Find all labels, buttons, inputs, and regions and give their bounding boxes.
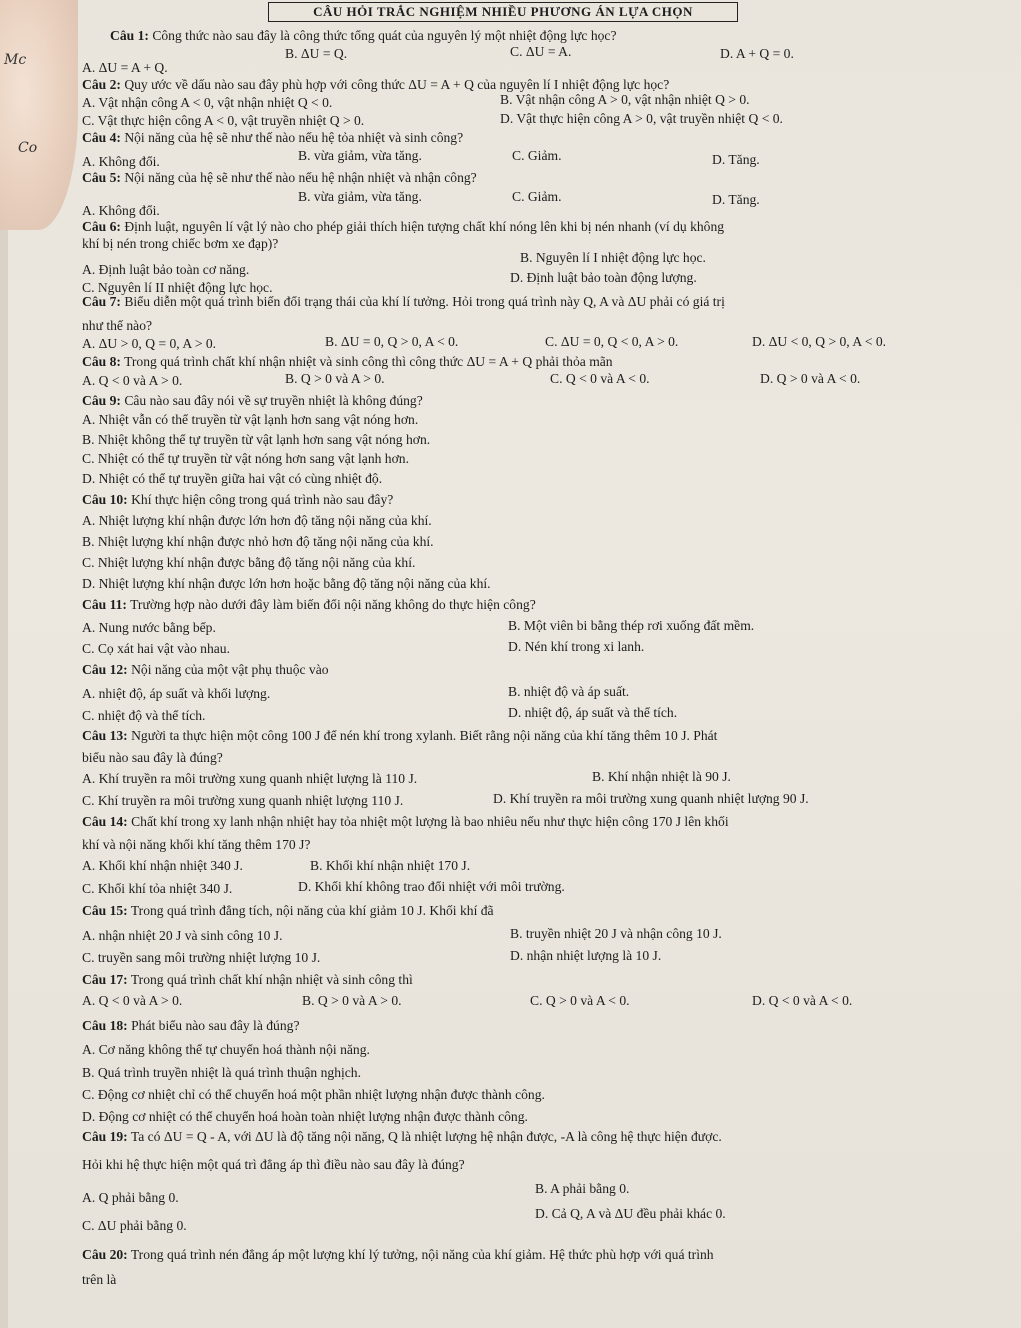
- option-c[interactable]: C. Vật thực hiện công A < 0, vật truyền nhiệt Q > 0.: [82, 113, 365, 128]
- question-11: Câu 11: Trường hợp nào dưới đây làm biến đổi nội năng không do thực hiện công?: [82, 597, 536, 612]
- question-10: Câu 10: Khí thực hiện công trong quá trình nào sau đây?: [82, 492, 394, 507]
- option-a[interactable]: A. Vật nhận công A < 0, vật nhận nhiệt Q < 0.: [82, 95, 333, 110]
- option-b[interactable]: B. Nhiệt lượng khí nhận được nhỏ hơn độ tăng nội năng của khí.: [82, 534, 434, 549]
- option-d[interactable]: D. Định luật bảo toàn động lượng.: [510, 270, 697, 285]
- option-a[interactable]: A. nhận nhiệt 20 J và sinh công 10 J.: [82, 928, 283, 943]
- option-d[interactable]: D. Khí truyền ra môi trường xung quanh nhiệt lượng 90 J.: [493, 791, 809, 806]
- option-a[interactable]: A. Không đổi.: [82, 154, 160, 169]
- option-d[interactable]: D. Nén khí trong xi lanh.: [508, 639, 645, 654]
- option-a[interactable]: A. ΔU = A + Q.: [82, 60, 168, 75]
- margin-note: Mc: [4, 52, 27, 68]
- question-5: Câu 5: Nội năng của hệ sẽ như thế nào nếu hệ nhận nhiệt và nhận công?: [82, 170, 477, 185]
- question-19: Câu 19: Ta có ΔU = Q - A, với ΔU là độ tăng nội năng, Q là nhiệt lượng hệ nhận được, -A là công hệ thực hiện được.: [82, 1129, 722, 1144]
- option-d[interactable]: D. A + Q = 0.: [720, 46, 794, 61]
- option-a[interactable]: A. Q < 0 và A > 0.: [82, 373, 183, 388]
- question-8: Câu 8: Trong quá trình chất khí nhận nhiệt và sinh công thì công thức ΔU = A + Q phải thỏa mãn: [82, 354, 613, 369]
- option-b[interactable]: B. Vật nhận công A > 0, vật nhận nhiệt Q > 0.: [500, 92, 750, 107]
- option-c[interactable]: C. Khối khí tỏa nhiệt 340 J.: [82, 881, 233, 896]
- option-d[interactable]: D. Cả Q, A và ΔU đều phải khác 0.: [535, 1206, 726, 1221]
- option-b[interactable]: B. ΔU = Q.: [285, 46, 348, 61]
- question-13: Câu 13: Người ta thực hiện một công 100 J để nén khí trong xylanh. Biết rằng nội năng của khí tăng thêm 10 J. Phát: [82, 728, 718, 743]
- option-c[interactable]: C. nhiệt độ và thể tích.: [82, 708, 206, 723]
- question-7: Câu 7: Biểu diễn một quá trình biến đổi trạng thái của khí lí tưởng. Hỏi trong quá trình này Q, A và ΔU phải có giá trị: [82, 294, 725, 309]
- worksheet-header: CÂU HỎI TRẮC NGHIỆM NHIỀU PHƯƠNG ÁN LỰA CHỌN: [268, 2, 738, 22]
- option-b[interactable]: B. vừa giảm, vừa tăng.: [298, 189, 422, 204]
- option-a[interactable]: A. ΔU > 0, Q = 0, A > 0.: [82, 336, 217, 351]
- option-d[interactable]: D. Vật thực hiện công A > 0, vật truyền nhiệt Q < 0.: [500, 111, 783, 126]
- option-d[interactable]: D. nhận nhiệt lượng là 10 J.: [510, 948, 662, 963]
- option-c[interactable]: C. Q < 0 và A < 0.: [550, 371, 650, 386]
- option-a[interactable]: A. Q < 0 và A > 0.: [82, 993, 183, 1008]
- option-c[interactable]: C. Giảm.: [512, 148, 562, 163]
- option-a[interactable]: A. Không đổi.: [82, 203, 160, 218]
- option-c[interactable]: C. ΔU = 0, Q < 0, A > 0.: [545, 334, 679, 349]
- option-b[interactable]: B. Q > 0 và A > 0.: [285, 371, 385, 386]
- option-b[interactable]: B. Nguyên lí I nhiệt động lực học.: [520, 250, 706, 265]
- question-19-cont: Hỏi khi hệ thực hiện một quá trì đẳng áp thì điều nào sau đây là đúng?: [82, 1157, 465, 1172]
- question-7-cont: như thế nào?: [82, 318, 153, 333]
- option-c[interactable]: C. truyền sang môi trường nhiệt lượng 10 J.: [82, 950, 321, 965]
- option-a[interactable]: A. Khối khí nhận nhiệt 340 J.: [82, 858, 243, 873]
- option-b[interactable]: B. ΔU = 0, Q > 0, A < 0.: [325, 334, 459, 349]
- option-b[interactable]: B. truyền nhiệt 20 J và nhận công 10 J.: [510, 926, 722, 941]
- question-17: Câu 17: Trong quá trình chất khí nhận nhiệt và sinh công thì: [82, 972, 413, 987]
- margin-note: Co: [18, 140, 38, 156]
- option-d[interactable]: D. Tăng.: [712, 152, 760, 167]
- option-c[interactable]: C. Nguyên lí II nhiệt động lực học.: [82, 280, 273, 295]
- question-14-cont: khí và nội năng khối khí tăng thêm 170 J?: [82, 837, 311, 852]
- question-13-cont: biểu nào sau đây là đúng?: [82, 750, 223, 765]
- option-a[interactable]: A. Cơ năng không thể tự chuyển hoá thành nội năng.: [82, 1042, 370, 1057]
- option-a[interactable]: A. Nhiệt lượng khí nhận được lớn hơn độ tăng nội năng của khí.: [82, 513, 432, 528]
- question-20-cont: trên là: [82, 1272, 117, 1287]
- option-b[interactable]: B. vừa giảm, vừa tăng.: [298, 148, 422, 163]
- option-b[interactable]: B. A phải bằng 0.: [535, 1181, 630, 1196]
- option-b[interactable]: B. Nhiệt không thể tự truyền từ vật lạnh hơn sang vật nóng hơn.: [82, 432, 431, 447]
- option-c[interactable]: C. ΔU phải bằng 0.: [82, 1218, 187, 1233]
- option-b[interactable]: B. Khí nhận nhiệt là 90 J.: [592, 769, 731, 784]
- option-d[interactable]: D. Động cơ nhiệt có thể chuyển hoá hoàn toàn nhiệt lượng nhận được thành công.: [82, 1109, 528, 1124]
- option-d[interactable]: D. Q < 0 và A < 0.: [752, 993, 853, 1008]
- option-d[interactable]: D. Tăng.: [712, 192, 760, 207]
- option-b[interactable]: B. Khối khí nhận nhiệt 170 J.: [310, 858, 471, 873]
- question-14: Câu 14: Chất khí trong xy lanh nhận nhiệt hay tỏa nhiệt một lượng là bao nhiêu nếu như thực hiện công 170 J lên khối: [82, 814, 729, 829]
- question-6: Câu 6: Định luật, nguyên lí vật lý nào cho phép giải thích hiện tượng chất khí nóng lên khi bị nén nhanh (ví dụ không: [82, 219, 725, 234]
- question-6-cont: khí bị nén trong chiếc bơm xe đạp)?: [82, 236, 279, 251]
- question-4: Câu 4: Nội năng của hệ sẽ như thế nào nếu hệ tỏa nhiệt và sinh công?: [82, 130, 464, 145]
- question-20: Câu 20: Trong quá trình nén đẳng áp một lượng khí lý tưởng, nội năng của khí giảm. Hệ thức phù hợp với quá trình: [82, 1247, 714, 1262]
- option-d[interactable]: D. Q > 0 và A < 0.: [760, 371, 861, 386]
- option-d[interactable]: D. Nhiệt lượng khí nhận được lớn hơn hoặc bằng độ tăng nội năng của khí.: [82, 576, 491, 591]
- option-b[interactable]: B. Quá trình truyền nhiệt là quá trình thuận nghịch.: [82, 1065, 361, 1080]
- option-d[interactable]: D. ΔU < 0, Q > 0, A < 0.: [752, 334, 887, 349]
- option-a[interactable]: A. Q phải bằng 0.: [82, 1190, 179, 1205]
- option-b[interactable]: B. Một viên bi bằng thép rơi xuống đất mềm.: [508, 618, 755, 633]
- option-a[interactable]: A. Định luật bảo toàn cơ năng.: [82, 262, 250, 277]
- question-9: Câu 9: Câu nào sau đây nói về sự truyền nhiệt là không đúng?: [82, 393, 423, 408]
- option-c[interactable]: C. ΔU = A.: [510, 44, 572, 59]
- option-b[interactable]: B. Q > 0 và A > 0.: [302, 993, 402, 1008]
- option-c[interactable]: C. Q > 0 và A < 0.: [530, 993, 630, 1008]
- option-c[interactable]: C. Khí truyền ra môi trường xung quanh nhiệt lượng 110 J.: [82, 793, 404, 808]
- option-d[interactable]: D. nhiệt độ, áp suất và thể tích.: [508, 705, 678, 720]
- option-a[interactable]: A. nhiệt độ, áp suất và khối lượng.: [82, 686, 271, 701]
- option-a[interactable]: A. Nung nước bằng bếp.: [82, 620, 216, 635]
- option-a[interactable]: A. Nhiệt vẫn có thể truyền từ vật lạnh hơn sang vật nóng hơn.: [82, 412, 419, 427]
- option-c[interactable]: C. Giảm.: [512, 189, 562, 204]
- option-d[interactable]: D. Nhiệt có thể tự truyền giữa hai vật có cùng nhiệt độ.: [82, 471, 383, 486]
- question-1: Câu 1: Công thức nào sau đây là công thức tổng quát của nguyên lý một nhiệt động lực học?: [110, 28, 617, 43]
- question-15: Câu 15: Trong quá trình đẳng tích, nội năng của khí giảm 10 J. Khối khí đã: [82, 903, 494, 918]
- question-12: Câu 12: Nội năng của một vật phụ thuộc vào: [82, 662, 329, 677]
- option-d[interactable]: D. Khối khí không trao đổi nhiệt với môi trường.: [298, 879, 565, 894]
- option-c[interactable]: C. Động cơ nhiệt chỉ có thể chuyển hoá một phần nhiệt lượng nhận được thành công.: [82, 1087, 545, 1102]
- question-18: Câu 18: Phát biểu nào sau đây là đúng?: [82, 1018, 300, 1033]
- option-c[interactable]: C. Cọ xát hai vật vào nhau.: [82, 641, 230, 656]
- option-c[interactable]: C. Nhiệt có thể tự truyền từ vật nóng hơn sang vật lạnh hơn.: [82, 451, 409, 466]
- question-2: Câu 2: Quy ước về dấu nào sau đây phù hợp với công thức ΔU = A + Q của nguyên lí I nhiệt động lực học?: [82, 77, 670, 92]
- option-a[interactable]: A. Khí truyền ra môi trường xung quanh nhiệt lượng là 110 J.: [82, 771, 418, 786]
- option-b[interactable]: B. nhiệt độ và áp suất.: [508, 684, 630, 699]
- option-c[interactable]: C. Nhiệt lượng khí nhận được bằng độ tăng nội năng của khí.: [82, 555, 416, 570]
